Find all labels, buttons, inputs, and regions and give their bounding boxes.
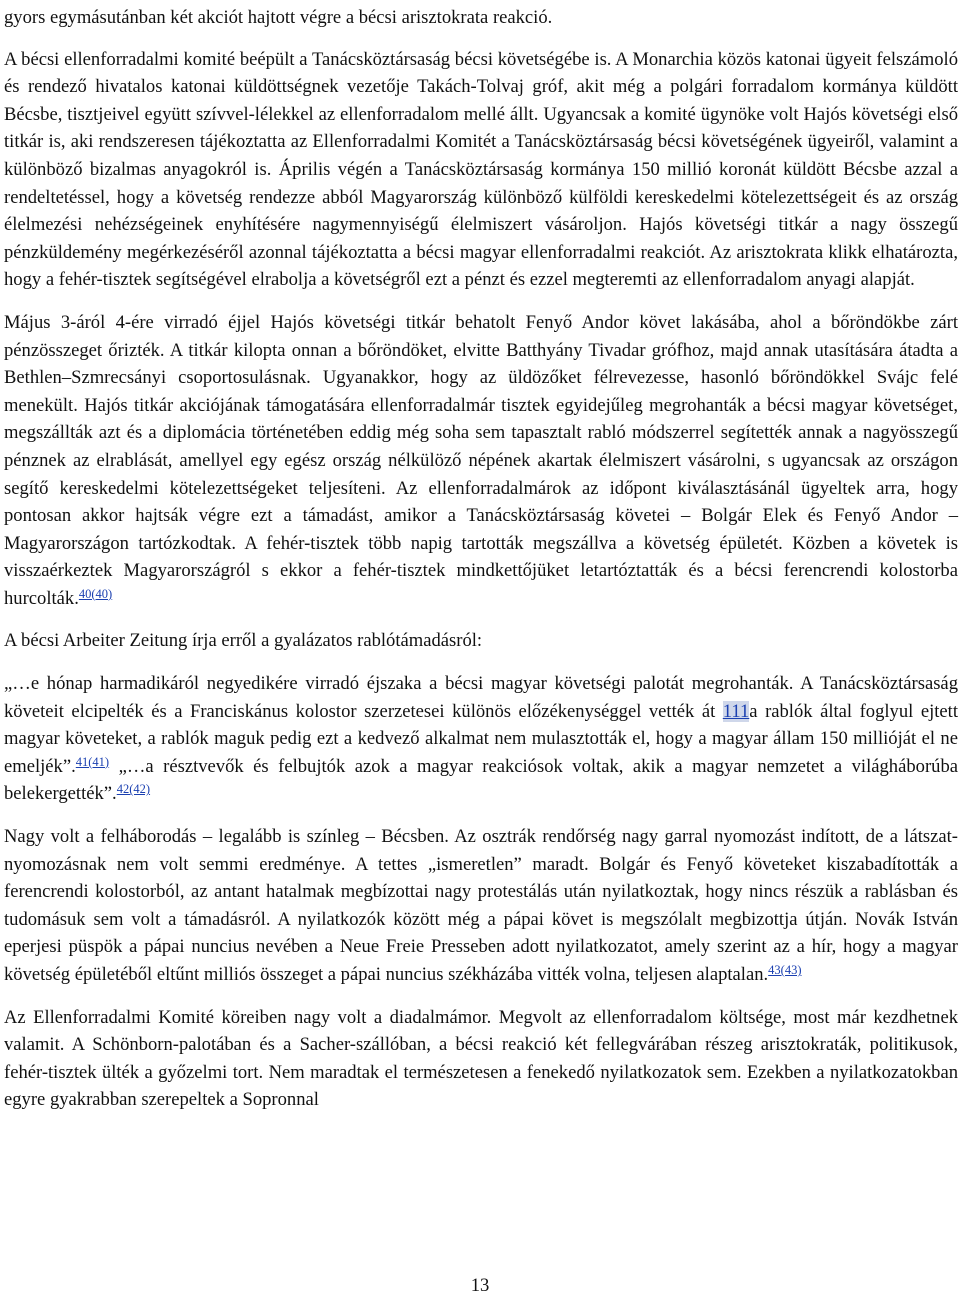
page-number: 13 xyxy=(470,1275,490,1296)
quote-text-part2: a rablók által foglyul ejtett magyar követeket, a rablók maguk pedig ezt a kedvező alkalmat nem mulasztották el, hogy a magyar állam 150 millióját el ne emeljék”. xyxy=(4,700,959,777)
paragraph-continuation: gyors egymásutánban két akciót hajtott végre a bécsi arisztokrata reakció. xyxy=(4,7,553,28)
footnote-link-40[interactable]: 40(40) xyxy=(78,586,113,601)
paragraph-arbeiter-intro: A bécsi Arbeiter Zeitung írja erről a gyalázatos rablótámadásról: xyxy=(4,630,483,652)
document-page xyxy=(4,4,958,1129)
footnote-link-41[interactable]: 41(41) xyxy=(75,754,110,769)
paragraph-rablas-text: Május 3-áról 4-ére virradó éjjel Hajós követségi titkár behatolt Fenyő Andor követ lakásába, ahol a bőröndökbe zárt pénzösszeget őrizték. A titkár kilopta onnan a bőröndöket, elvitte Batthyány Tivadar grófhoz, majd annak utasítására átadta a Bethlen–Szmrecsányi csoportosulásnak. Ugyanakkor, hogy az üldözőket félrevezesse, hasonló bőröndökkel Svájc felé menekült. Hajós titkár akciójának támogatására ellenforradalmár tisztek egyidejűleg megrohanták a bécsi magyar követséget, megszállták azt és a diplomácia történetében eddig még soha sem tapasztalt rabló módszerrel segítették annak a nagyösszegű pénznek az elrablását, amellyel egy egész ország nélkülöző népének akartak élelmiszert vásárolni, s ugyancsak az országon segítő kereskedelmi kötelezettségeket teljesíteni. Az ellenforradalmárok az időpont kiválasztásánál ügyeltek arra, hogy pontosan akkor hajtsák végre ezt a támadást, amikor a Tanácsköztársaság követei – Bolgár Elek és Fenyő Andor – Magyarországon tartózkodtak. A fehér-tisztek több napig tartották megszállva a követség épületét. Közben a követek is visszaérkeztek Magyarországról s ekkor a fehér-tisztek mindkettőjüket letartóztatták és a bécsi ferencrendi kolostorba hurcolták. xyxy=(4,311,958,609)
quote-text-part1: „…e hónap harmadikáról negyedikére virradó éjszaka a bécsi magyar követségi palotát megrohanták. A Tanácsköztársaság követeit elcipelték és a Franciskánus kolostor szerzetesei különös előzékenységgel vették át xyxy=(4,673,958,722)
footnote-link-42[interactable]: 42(42) xyxy=(116,782,151,797)
paragraph-komite: A bécsi ellenforradalmi komité beépült a Tanácsköztársaság bécsi követségébe is. A Monarchia közös katonai ügyeit felszámoló és rendező hivatalos katonai küldöttségnek vezetője Takách-Tolvaj gróf, akit még a polgári forradalom kormánya küldött Bécsbe, tisztjeivel együtt szívvel-lélekkel az ellenforradalom mellé állt. Ugyancsak a komité ügynöke volt Hajós követségi első titkár is, aki rendszeresen tájékoztatta az Ellenforradalmi Komitét a Tanácsköztársaság bécsi követségének ügyeiről, valamint a különböző bizalmas anyagokról is. Április végén a Tanácsköztársaság kormánya 150 millió koronát küldött Bécsbe azzal a rendeltetéssel, hogy a követség rendezze abból Magyarország különböző külföldi kereskedelmi kötelezettségeit és az ország élelmezési nehézségeinek enyhítésére nagymennyiségű élelmiszert vásároljon. Hajós követségi titkár a nagy összegű pénzküldemény megérkezéséről azonnal tájékoztatta a bécsi magyar ellenforradalmi reakciót. Az arisztokrata klikk elhatározta, hogy a fehér-tisztek segítségével elrabolja a követségről ezt a pénzt és ezzel megteremti az ellenforradalom anyagi alapját. xyxy=(4,48,958,291)
paragraph-diadalmamor: Az Ellenforradalmi Komité köreiben nagy volt a diadalmámor. Megvolt az ellenforradalom költsége, most már kezdhetnek valamit. A Schönborn-palotában és a Sacher-szállóban, a bécsi reakció két fellegvárában részeg arisztokraták, politikusok, fehér-tisztek ülték a győzelmi tort. Nem maradtak el természetesen a fenekedő nyilatkozatok sem. Ezekben a nyilatkozatokban egyre gyakrabban szerepeltek a Sopronnal xyxy=(4,1006,958,1111)
footnote-link-43[interactable]: 43(43) xyxy=(768,963,802,977)
paragraph-rablas xyxy=(4,309,958,613)
paragraph-quote xyxy=(4,670,958,808)
page-link-111[interactable]: 111 xyxy=(722,700,750,722)
paragraph-felhaborodas-text: Nagy volt a felháborodás – legalább is színleg – Bécsben. Az osztrák rendőrség nagy garral nyomozást indított, de a látszat-nyomozásnak nem volt semmi eredménye. A tettes „ismeretlen” maradt. Bolgár és Fenyő követeket kiszabadították a ferencrendi kolostorból, az antant hatalmak megbízottai nagy protestálás után nyilatkoztak, hogy nincs részük a rablásban és tudomásuk sem volt a támadásról. A nyilatkozók között még a pápai követ is megszólalt megbizottja útján. Novák István eperjesi püspök a pápai nuncius nevében a Neue Freie Presseben adott nyilatkozatot, amely szerint az a hír, hogy a magyar követség épületéből eltűnt milliós összeget a pápai nuncius székházába vitték volna, teljesen alaptalan. xyxy=(4,826,958,985)
quote-text-part3: „…a résztvevők és felbujtók azok a magyar reakciósok voltak, akik a magyar nemzetet a világháborúba belekergették”. xyxy=(4,755,958,805)
paragraph-felhaborodas xyxy=(4,823,958,989)
